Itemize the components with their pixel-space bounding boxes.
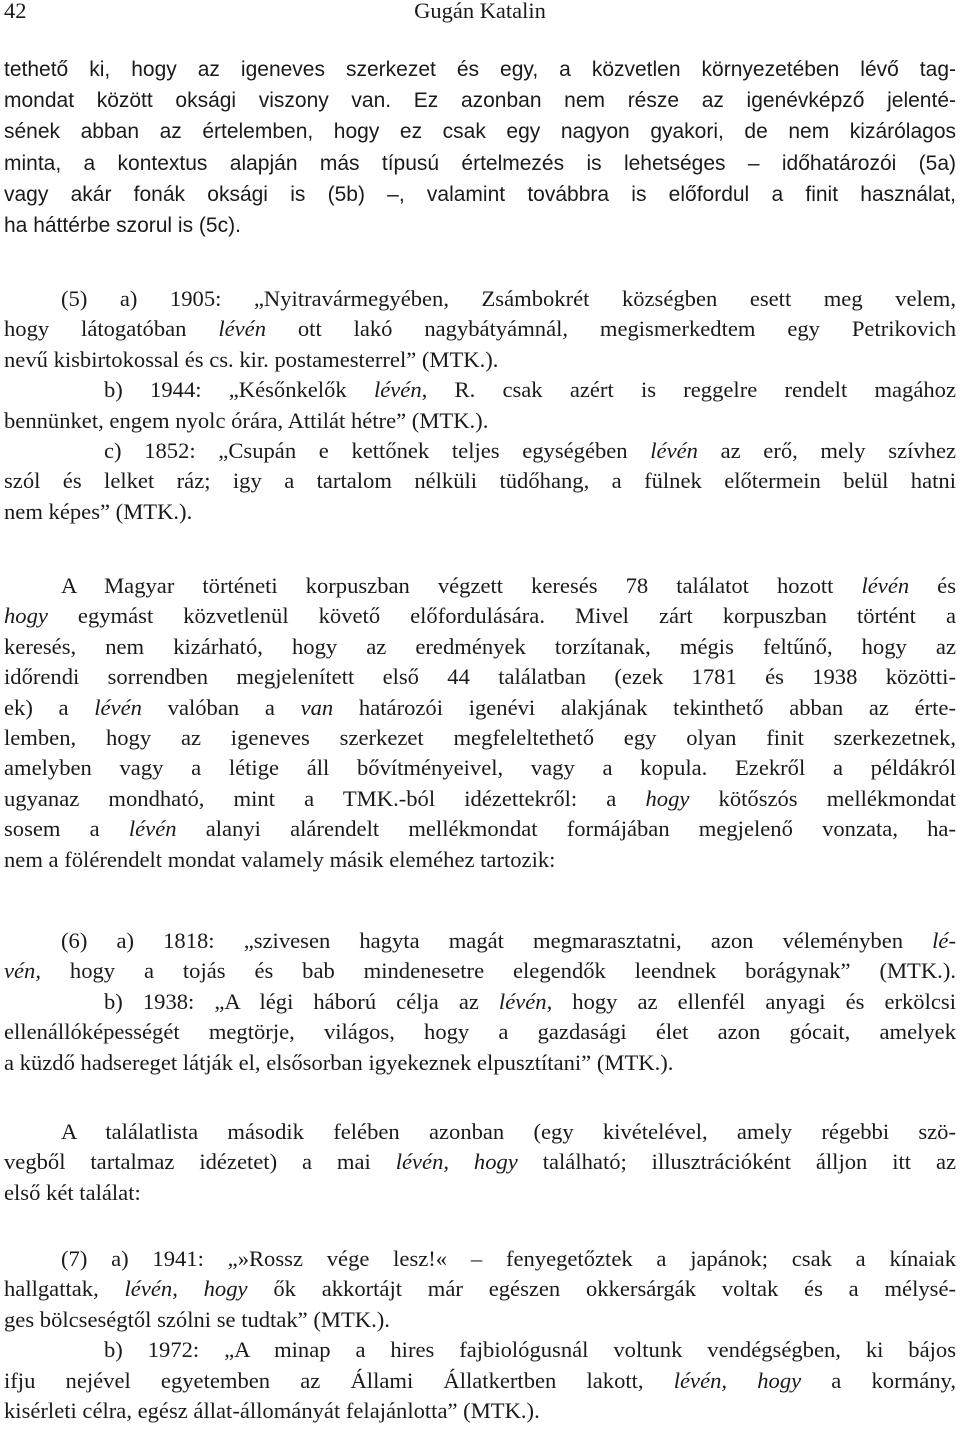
text-line: sének abban az értelemben, hogy ez csak egy nagyon gyakori, de nem kizárólagos: [4, 120, 956, 144]
example-7: [4, 1244, 956, 1426]
text-line: keresés, nem kizárható, hogy az eredmények torzítanak, mégis feltűnő, hogy az: [4, 633, 956, 659]
example-7b-line: ifju nejével egyetemben az Állami Állatkertben lakott, lévén, hogy a kormány,: [4, 1367, 956, 1393]
keyword-italic: lévén: [650, 438, 698, 464]
example-5c-line: c) 1852: „Csupán e kettőnek teljes egységében lévén az erő, mely szívhez: [104, 438, 957, 464]
example-5b-line: b) 1944: „Későnkelők lévén, R. csak azért is reggelre rendelt magához: [104, 377, 957, 403]
keyword-italic: lé-: [932, 928, 956, 953]
example-7a-line: ges bölcseségtől szólni se tudtak” (MTK.).: [4, 1306, 390, 1332]
second-half-paragraph: [4, 1117, 956, 1208]
text-line: minta, a kontextus alapján más típusú értelmezés is lehetséges – időhatározói (5a): [4, 151, 956, 175]
keyword-italic: lévén, hogy: [124, 1276, 248, 1302]
example-6b-line: ellenállóképességét megtörje, világos, hogy a gazdasági élet azon gócait, amelyek: [4, 1019, 956, 1045]
text-line: időrendi sorrendben megjelenített első 44 találatban (ezek 1781 és 1938 közötti-: [4, 664, 956, 690]
running-header: [4, 0, 956, 28]
example-5a-line: nevű kisbirtokossal és cs. kir. postamesterrel” (MTK.).: [4, 346, 499, 372]
keyword-italic: hogy: [645, 785, 690, 811]
example-7a-line: (7) a) 1941: „»Rossz vége lesz!« – fenyegetőztek a japánok; csak a kínaiak: [61, 1246, 956, 1271]
example-5a-line: hogy látogatóban lévén ott lakó nagybátyámnál, megismerkedtem egy Petrikovich: [4, 316, 956, 342]
text-line: ha háttérbe szorul is (5c).: [4, 214, 241, 238]
example-6a-line: vén, hogy a tojás és bab mindenesetre elegendők leendnek borágynak” (MTK.).: [4, 958, 956, 984]
keyword-italic: lévén: [861, 573, 910, 598]
example-7b-line: b) 1972: „A minap a hires fajbiológusnál voltunk vendégségben, ki bájos: [104, 1337, 956, 1363]
example-6b-line: a küzdő hadsereget látják el, elsősorban igyekeznek elpusztítani” (MTK.).: [4, 1049, 674, 1075]
keyword-italic: vén,: [4, 958, 42, 984]
example-5b-line: bennünket, engem nyolc órára, Attilát hétre” (MTK.).: [4, 407, 489, 433]
example-5c-line: nem képes” (MTK.).: [4, 498, 193, 524]
example-7a-line: hallgattak, lévén, hogy ők akkortájt már egészen okkersárgák voltak és a mélysé-: [4, 1276, 957, 1302]
text-line: mondat között oksági viszony van. Ez azonban nem része az igenévképző jelenté-: [4, 89, 956, 113]
text-line: vegből tartalmaz idézetet) a mai lévén, hogy található; illusztrációként álljon itt az: [4, 1149, 957, 1175]
example-5a-line: (5) a) 1905: „Nyitravármegyében, Zsámbokrét községben esett meg velem,: [61, 286, 956, 311]
keyword-italic: lévén,: [498, 988, 553, 1014]
text-line: lemben, hogy az igeneves szerkezet megfeleltethető egy olyan finit szerkezetnek,: [4, 725, 956, 751]
keyword-italic: lévén, hogy: [673, 1367, 802, 1393]
example-5: [4, 284, 956, 527]
text-line: A találatlista második felében azonban (egy kivételével, amely régebbi szö-: [61, 1119, 956, 1144]
keyword-italic: lévén: [218, 316, 266, 342]
page-number: 42: [4, 0, 27, 23]
text-line: hogy egymást közvetlenül követő előfordulására. Mivel zárt korpuszban történt a: [4, 603, 956, 629]
keyword-italic: lévén, hogy: [395, 1149, 518, 1175]
text-line: A Magyar történeti korpuszban végzett keresés 78 találatot hozott lévén és: [61, 573, 956, 598]
text-line: amelyben vagy a létige áll bővítményeivel, vagy a kopula. Ezekről a példákról: [4, 755, 956, 781]
example-6: [4, 926, 956, 1078]
intro-paragraph: [4, 54, 956, 241]
example-7b-line: kisérleti célra, egész állat-állományát felajánlotta” (MTK.).: [4, 1398, 540, 1424]
keyword-italic: lévén: [94, 694, 142, 720]
example-5c-line: szól és lelket ráz; igy a tartalom nélküli tüdőhang, a fülnek előtermein belül hatni: [4, 468, 956, 494]
text-line: tethető ki, hogy az igeneves szerkezet és egy, a közvetlen környezetében lévő tag-: [4, 58, 956, 81]
keyword-italic: lévén: [128, 816, 177, 842]
text-line: vagy akár fonák oksági is (5b) –, valamint továbbra is előfordul a finit használat,: [4, 182, 956, 206]
keyword-italic: lévén,: [373, 377, 428, 403]
example-6b-line: b) 1938: „A légi háború célja az lévén, hogy az ellenfél anyagi és erkölcsi: [104, 988, 956, 1014]
text-line: ugyanaz mondható, mint a TMK.-ból idézettekről: a hogy kötőszós mellékmondat: [4, 785, 956, 811]
text-line: ek) a lévén valóban a van határozói igenévi alakjának tekinthető abban az érte-: [4, 694, 956, 720]
running-header-author: Gugán Katalin: [414, 0, 546, 23]
keyword-italic: van: [300, 694, 334, 720]
corpus-paragraph: [4, 571, 956, 875]
text-line: sosem a lévén alanyi alárendelt mellékmondat formájában megjelenő vonzata, ha-: [4, 816, 956, 842]
text-line: első két találat:: [4, 1179, 141, 1205]
example-6a-line: (6) a) 1818: „szivesen hagyta magát megmarasztatni, azon véleményben lé-: [61, 928, 956, 953]
text-line: nem a fölérendelt mondat valamely másik eleméhez tartozik:: [4, 846, 556, 872]
keyword-italic: hogy: [4, 603, 48, 629]
